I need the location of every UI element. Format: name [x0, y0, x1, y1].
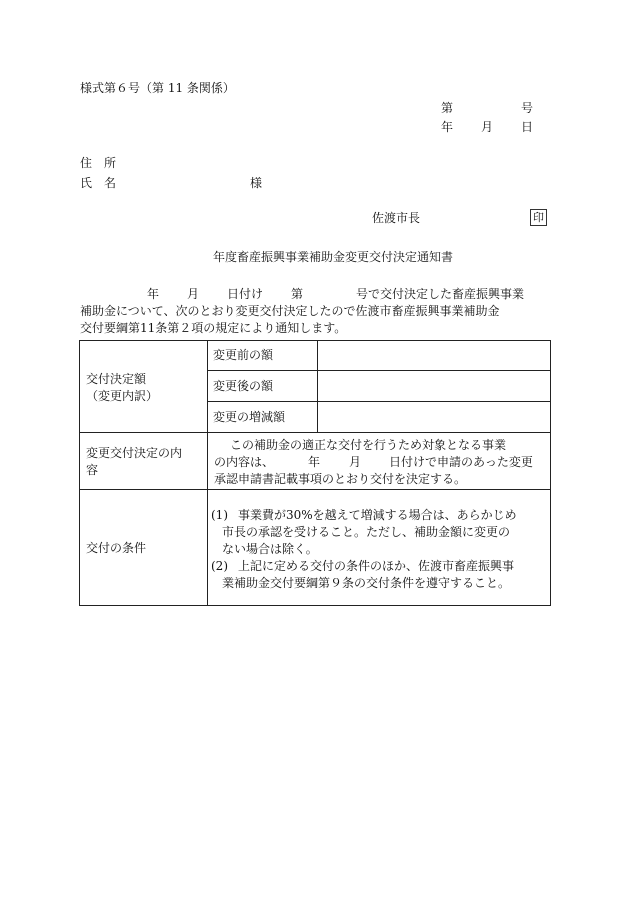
row-after-label: 変更後の額 [213, 379, 274, 393]
decision-table [79, 340, 551, 606]
content-label: 変更交付決定の内 [86, 446, 183, 460]
cond2-number: (2) [211, 559, 228, 573]
cond2-line1: 上記に定める交付の条件のほか、佐渡市畜産振興事 [238, 559, 515, 573]
body-line3: 交付要綱第11条第２項の規定により通知します。 [80, 321, 347, 335]
amount-label: 交付決定額 [86, 372, 147, 386]
issuer-name: 佐渡市長 [372, 211, 421, 225]
amount-sublabel: （変更内訳） [86, 389, 159, 403]
date-day: 日 [521, 120, 534, 134]
date-year: 年 [441, 120, 454, 134]
address-label: 住 所 [80, 156, 117, 170]
content-line2-month: 月 [349, 455, 362, 469]
name-label: 氏 名 [80, 176, 117, 190]
table-row-line [207, 401, 551, 402]
form-label: 様式第６号（第 11 条関係） [80, 81, 235, 95]
content-line3: 承認申請書記載事項のとおり交付を決定する。 [214, 472, 467, 486]
content-line2-b: 日付けで申請のあった変更 [389, 455, 533, 469]
content-line2-a: の内容は、 [214, 455, 275, 469]
content-line2-year: 年 [308, 455, 321, 469]
body-line1-rest: 号で交付決定した畜産振興事業 [356, 287, 525, 301]
body-year: 年 [147, 287, 160, 301]
document-title: 年度畜産振興事業補助金変更交付決定通知書 [213, 250, 454, 264]
conditions-label: 交付の条件 [86, 541, 147, 555]
cond1-line2: 市長の承認を受けること。ただし、補助金額に変更の [222, 525, 511, 539]
seal-mark [530, 209, 547, 226]
table-row-line [80, 489, 551, 490]
body-line2: 補助金について、次のとおり変更交付決定したので佐渡市畜産振興事業補助金 [80, 304, 500, 318]
cond1-number: (1) [211, 508, 228, 522]
body-dated: 日付け [227, 287, 264, 301]
number-dai: 第 [441, 101, 454, 115]
cond1-line3: ない場合は除く。 [222, 542, 318, 556]
body-dai: 第 [291, 287, 304, 301]
cond2-line2: 業補助金交付要綱第９条の交付条件を遵守すること。 [222, 576, 511, 590]
table-divider-amount [317, 341, 318, 432]
table-row-line [207, 370, 551, 371]
number-go: 号 [521, 101, 534, 115]
date-month: 月 [481, 120, 494, 134]
row-diff-label: 変更の増減額 [213, 410, 286, 424]
table-divider-main [207, 341, 208, 606]
sama-label: 様 [250, 176, 263, 190]
table-row-line [80, 432, 551, 433]
body-month: 月 [187, 287, 200, 301]
content-label-cont: 容 [86, 463, 99, 477]
row-before-label: 変更前の額 [213, 348, 274, 362]
seal-text: 印 [533, 211, 544, 224]
content-line1: この補助金の適正な交付を行うため対象となる事業 [230, 438, 507, 452]
cond1-line1: 事業費が30%を越えて増減する場合は、あらかじめ [238, 508, 517, 522]
